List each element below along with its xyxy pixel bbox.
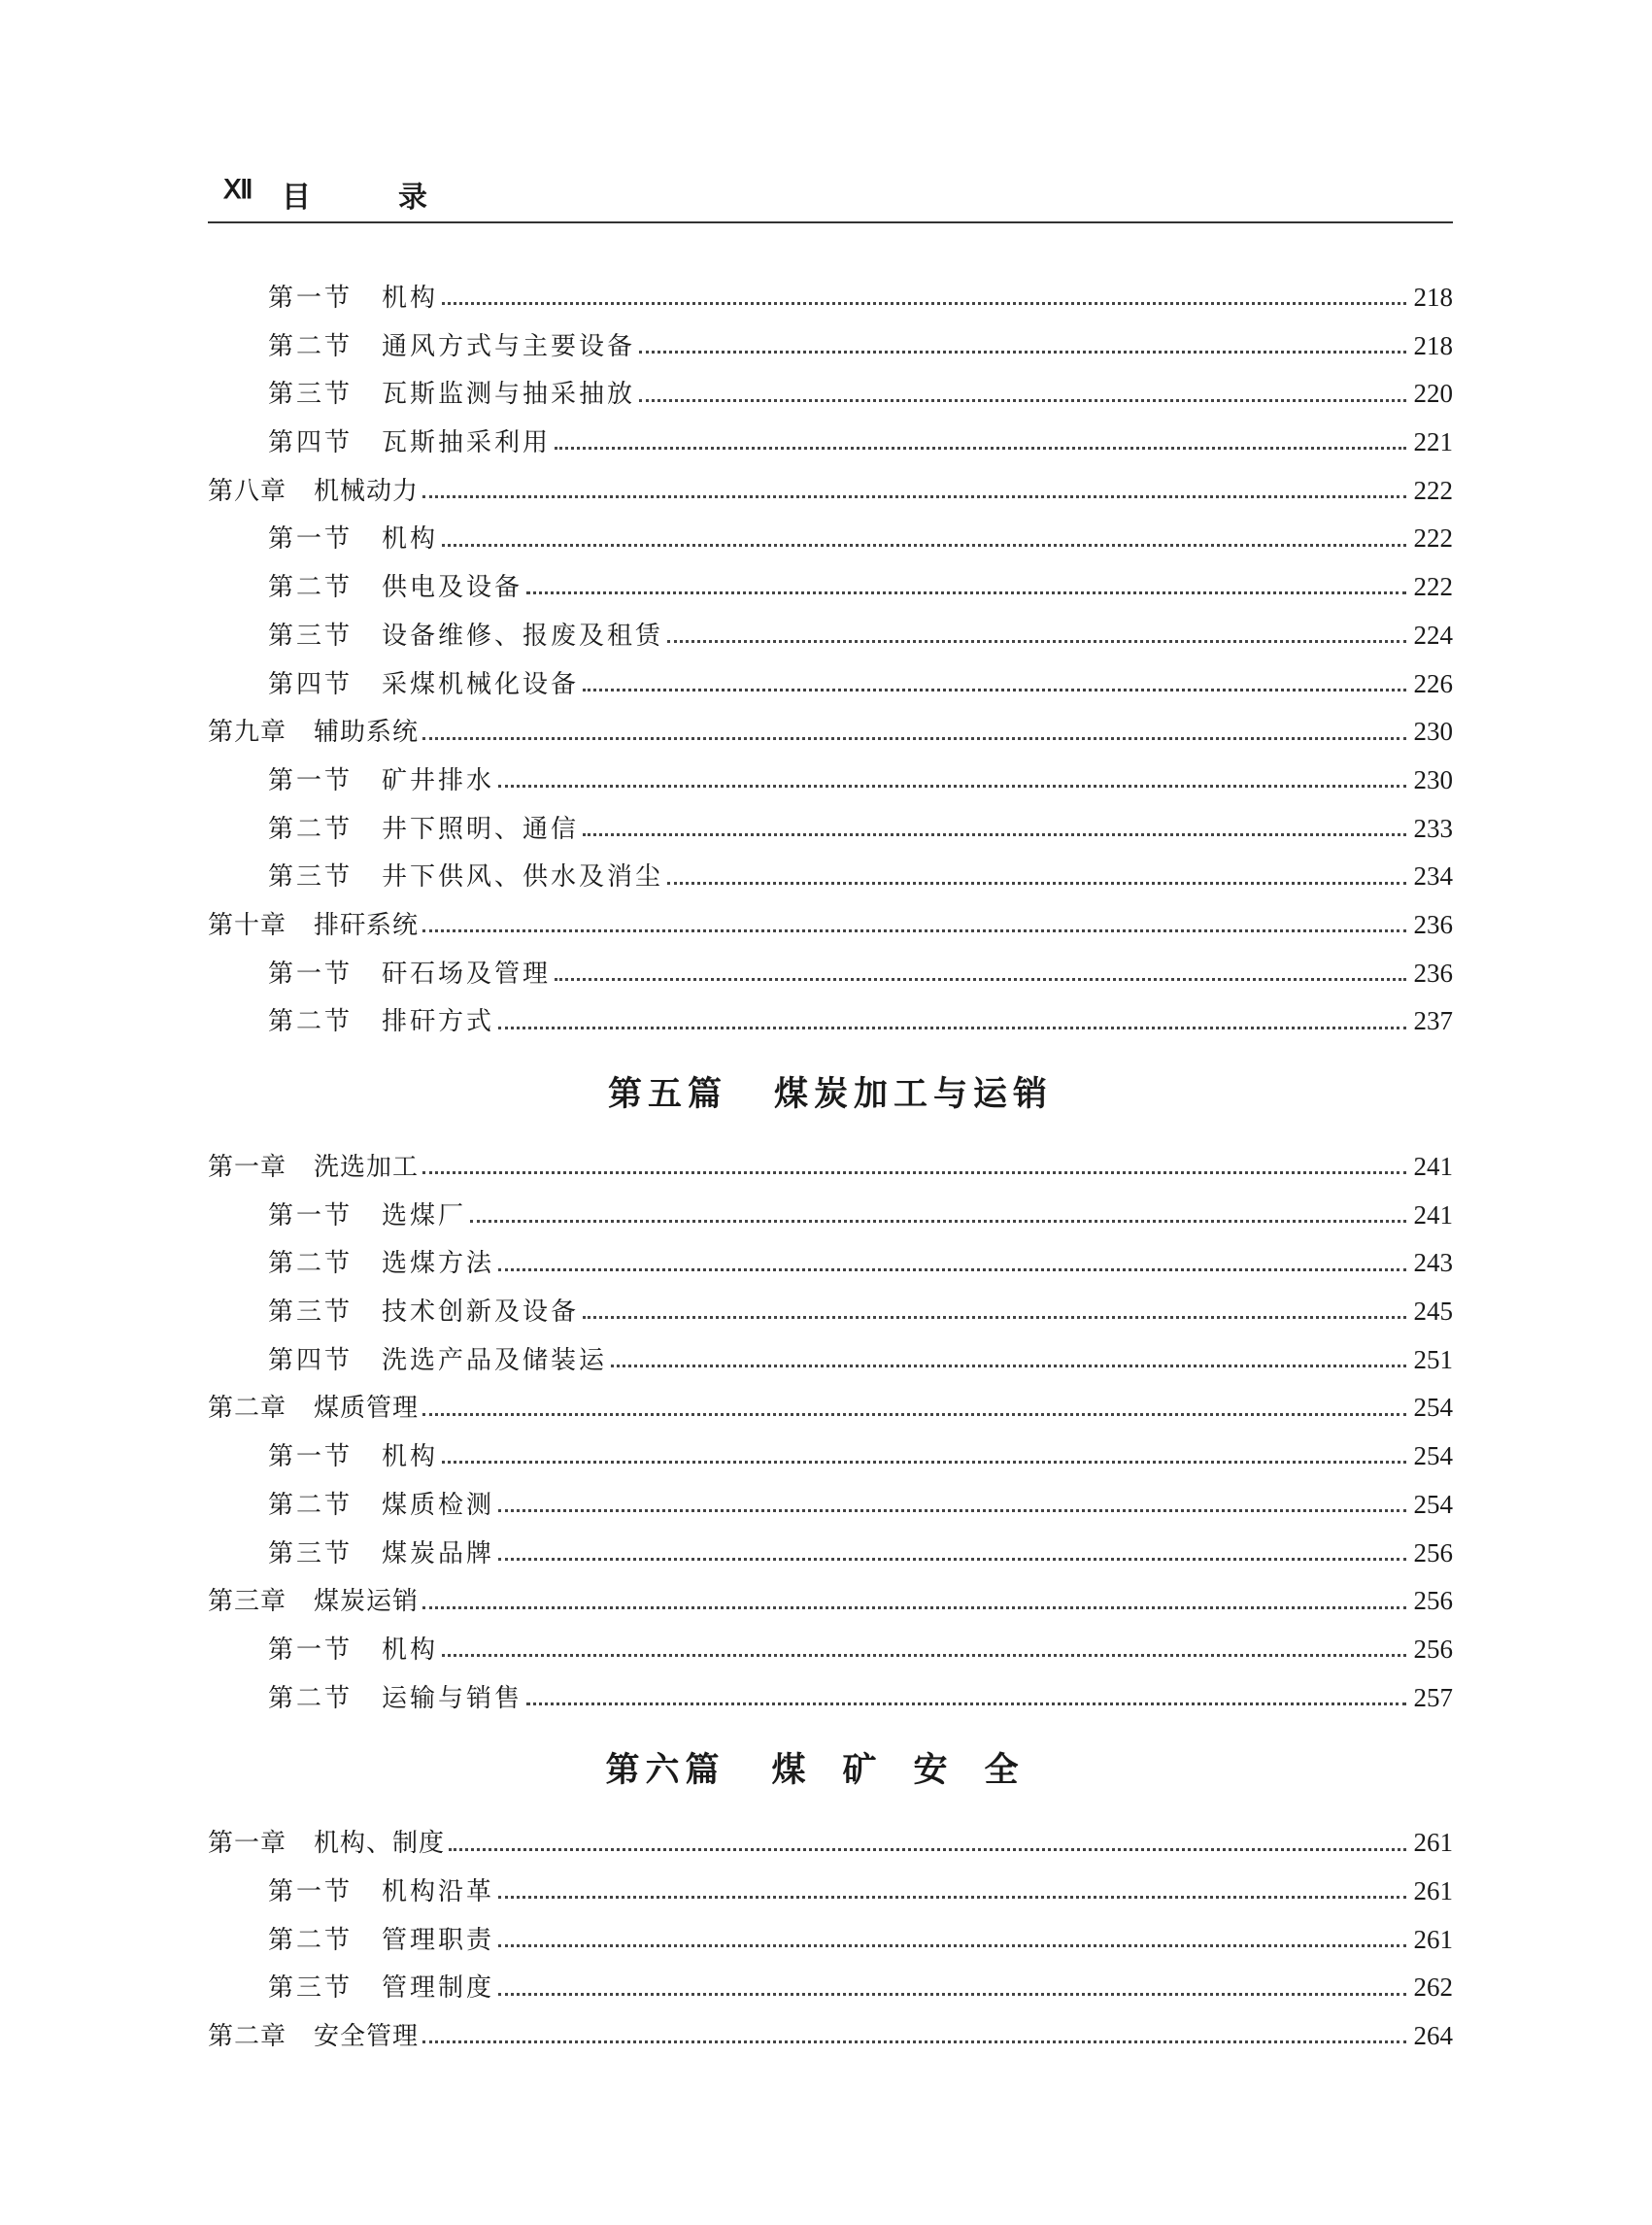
entry-title: 机构: [382, 524, 439, 555]
dot-leader: [422, 929, 1405, 932]
dot-leader: [583, 1316, 1405, 1319]
entry-page-number: 256: [1413, 1537, 1453, 1568]
dot-leader: [498, 1558, 1405, 1561]
entry-page-number: 261: [1413, 1828, 1453, 1858]
dot-leader: [442, 1461, 1405, 1464]
entry-label: 第二章: [208, 2022, 287, 2051]
entry-label: 第一节: [268, 1876, 354, 1906]
toc-chapter-entry[interactable]: [208, 1143, 1453, 1192]
entry-label: 第三节: [268, 1973, 354, 2004]
toc-section-entry[interactable]: [208, 1433, 1453, 1481]
entry-title: 机构: [382, 1442, 439, 1472]
toc-chapter-entry[interactable]: [208, 467, 1453, 516]
toc-section-entry[interactable]: [208, 612, 1453, 660]
entry-title: 矸石场及管理: [382, 959, 552, 989]
entry-page-number: 234: [1413, 861, 1453, 892]
dot-leader: [667, 640, 1405, 643]
entry-label: 第二节: [268, 573, 354, 603]
entry-title: 采煤机械化设备: [382, 669, 580, 699]
entry-label: 第三节: [268, 380, 354, 410]
toc-section-entry[interactable]: [208, 1868, 1453, 1916]
header-title-right: 录: [398, 181, 427, 215]
entry-title: 洗选产品及储装运: [382, 1345, 608, 1375]
entry-page-number: 254: [1413, 1441, 1453, 1471]
entry-label: 第二节: [268, 814, 354, 844]
entry-page-number: 220: [1413, 379, 1453, 409]
entry-page-number: 226: [1413, 668, 1453, 698]
toc-section-entry[interactable]: [208, 1481, 1453, 1530]
entry-title: 排矸系统: [314, 910, 420, 940]
toc-section-entry[interactable]: [208, 757, 1453, 805]
entry-label: 第三节: [268, 621, 354, 651]
entry-title: 安全管理: [314, 2022, 420, 2051]
entry-page-number: 236: [1413, 909, 1453, 939]
entry-label: 第三节: [268, 1298, 354, 1328]
toc-section-entry[interactable]: [208, 322, 1453, 371]
entry-title: 洗选加工: [314, 1153, 420, 1182]
entry-title: 通风方式与主要设备: [382, 331, 636, 361]
entry-page-number: 264: [1413, 2021, 1453, 2050]
toc-section-entry[interactable]: [208, 1192, 1453, 1240]
entry-page-number: 218: [1413, 283, 1453, 312]
entry-title: 选煤厂: [382, 1200, 467, 1230]
toc-chapter-entry[interactable]: [208, 708, 1453, 757]
toc-chapter-entry[interactable]: [208, 1819, 1453, 1868]
entry-label: 第一节: [268, 959, 354, 989]
entry-title: 运输与销售: [382, 1683, 523, 1713]
toc-section-entry[interactable]: [208, 1916, 1453, 1965]
toc-section-entry[interactable]: [208, 1964, 1453, 2012]
entry-title: 煤炭品牌: [382, 1538, 495, 1568]
entry-title: 排矸方式: [382, 1007, 495, 1037]
part-heading: [208, 1046, 1453, 1143]
entry-label: 第二节: [268, 1490, 354, 1520]
entry-page-number: 237: [1413, 1006, 1453, 1036]
dot-leader: [449, 1848, 1405, 1851]
entry-label: 第八章: [208, 476, 287, 506]
entry-label: 第二节: [268, 1925, 354, 1955]
entry-title: 选煤方法: [382, 1249, 495, 1279]
toc-chapter-entry[interactable]: [208, 1577, 1453, 1626]
entry-label: 第三章: [208, 1587, 287, 1617]
dot-leader: [526, 591, 1405, 594]
entry-label: 第一章: [208, 1153, 287, 1182]
entry-label: 第四节: [268, 428, 354, 458]
entry-page-number: 222: [1413, 475, 1453, 505]
part-title: 煤炭加工与运销: [774, 1074, 1054, 1114]
toc-section-entry[interactable]: [208, 419, 1453, 467]
entry-label: 第四节: [268, 669, 354, 699]
dot-leader: [442, 302, 1405, 305]
entry-label: 第二节: [268, 1683, 354, 1713]
entry-page-number: 224: [1413, 620, 1453, 650]
toc-chapter-entry[interactable]: [208, 2012, 1453, 2061]
entry-label: 第二章: [208, 1394, 287, 1424]
dot-leader: [498, 1268, 1405, 1271]
toc-section-entry[interactable]: [208, 515, 1453, 563]
entry-title: 管理职责: [382, 1925, 495, 1955]
entry-page-number: 233: [1413, 813, 1453, 843]
toc-section-entry[interactable]: [208, 950, 1453, 998]
entry-title: 辅助系统: [314, 718, 420, 748]
toc-section-entry[interactable]: [208, 1288, 1453, 1336]
entry-title: 机构: [382, 1635, 439, 1665]
toc-section-entry[interactable]: [208, 274, 1453, 322]
dot-leader: [442, 1654, 1405, 1657]
entry-page-number: 254: [1413, 1393, 1453, 1423]
dot-leader: [498, 785, 1405, 788]
entry-label: 第三节: [268, 1538, 354, 1568]
entry-page-number: 261: [1413, 1875, 1453, 1905]
entry-title: 机械动力: [314, 476, 420, 506]
entry-title: 机构: [382, 284, 439, 313]
entry-label: 第一节: [268, 1200, 354, 1230]
entry-title: 井下供风、供水及消尘: [382, 862, 664, 893]
dot-leader: [498, 1509, 1405, 1512]
entry-title: 瓦斯抽采利用: [382, 428, 552, 458]
entry-page-number: 236: [1413, 958, 1453, 988]
entry-page-number: 241: [1413, 1199, 1453, 1230]
entry-page-number: 230: [1413, 764, 1453, 794]
part-label: 第五篇: [607, 1074, 727, 1114]
entry-label: 第二节: [268, 331, 354, 361]
entry-label: 第九章: [208, 718, 287, 748]
toc-section-entry[interactable]: [208, 1336, 1453, 1385]
dot-leader: [470, 1220, 1405, 1223]
dot-leader: [498, 1027, 1405, 1029]
entry-title: 煤炭运销: [314, 1587, 420, 1617]
dot-leader: [555, 978, 1405, 981]
dot-leader: [422, 495, 1405, 498]
entry-page-number: 254: [1413, 1489, 1453, 1519]
entry-label: 第四节: [268, 1345, 354, 1375]
page-header: [208, 173, 1453, 223]
entry-page-number: 257: [1413, 1682, 1453, 1712]
dot-leader: [422, 1413, 1405, 1416]
dot-leader: [422, 737, 1405, 740]
entry-label: 第一节: [268, 1635, 354, 1665]
entry-page-number: 218: [1413, 330, 1453, 360]
entry-page-number: 251: [1413, 1344, 1453, 1374]
page-number: Ⅻ: [223, 175, 253, 204]
dot-leader: [611, 1365, 1405, 1367]
entry-label: 第一节: [268, 284, 354, 313]
entry-page-number: 222: [1413, 523, 1453, 554]
toc-section-entry[interactable]: [208, 563, 1453, 612]
entry-title: 管理制度: [382, 1973, 495, 2004]
entry-label: 第三节: [268, 862, 354, 893]
entry-page-number: 261: [1413, 1924, 1453, 1954]
toc-section-entry[interactable]: [208, 853, 1453, 901]
toc-section-entry[interactable]: [208, 997, 1453, 1046]
entry-title: 煤质管理: [314, 1394, 420, 1424]
entry-page-number: 256: [1413, 1586, 1453, 1616]
dot-leader: [422, 1606, 1405, 1609]
entry-page-number: 221: [1413, 427, 1453, 457]
entry-title: 煤质检测: [382, 1490, 495, 1520]
entry-page-number: 256: [1413, 1634, 1453, 1664]
entry-page-number: 243: [1413, 1248, 1453, 1278]
entry-title: 供电及设备: [382, 573, 523, 603]
toc-section-entry[interactable]: [208, 1530, 1453, 1578]
toc-section-entry[interactable]: [208, 1674, 1453, 1723]
entry-label: 第一节: [268, 524, 354, 555]
entry-page-number: 230: [1413, 717, 1453, 747]
dot-leader: [667, 882, 1405, 885]
dot-leader: [555, 447, 1405, 450]
toc-chapter-entry[interactable]: [208, 901, 1453, 950]
toc-section-entry[interactable]: [208, 805, 1453, 854]
dot-leader: [526, 1702, 1405, 1705]
entry-title: 井下照明、通信: [382, 814, 580, 844]
entry-page-number: 262: [1413, 1972, 1453, 2003]
dot-leader: [639, 351, 1405, 354]
entry-title: 瓦斯监测与抽采抽放: [382, 380, 636, 410]
part-title: 煤矿安全: [771, 1750, 1056, 1791]
dot-leader: [498, 1896, 1405, 1899]
dot-leader: [583, 689, 1405, 691]
entry-title: 矿井排水: [382, 765, 495, 795]
dot-leader: [422, 2040, 1405, 2043]
table-of-contents: [208, 274, 1453, 2061]
dot-leader: [639, 399, 1405, 402]
entry-label: 第一节: [268, 1442, 354, 1472]
toc-section-entry[interactable]: [208, 660, 1453, 709]
toc-section-entry[interactable]: [208, 1239, 1453, 1288]
entry-page-number: 245: [1413, 1297, 1453, 1327]
entry-page-number: 222: [1413, 572, 1453, 602]
entry-title: 设备维修、报废及租赁: [382, 621, 664, 651]
entry-label: 第一节: [268, 765, 354, 795]
entry-page-number: 241: [1413, 1152, 1453, 1181]
dot-leader: [498, 1944, 1405, 1947]
toc-section-entry[interactable]: [208, 370, 1453, 419]
entry-label: 第十章: [208, 910, 287, 940]
dot-leader: [422, 1171, 1405, 1174]
toc-chapter-entry[interactable]: [208, 1384, 1453, 1433]
entry-label: 第二节: [268, 1007, 354, 1037]
dot-leader: [498, 1993, 1405, 1996]
entry-title: 机构、制度: [314, 1829, 446, 1859]
entry-title: 机构沿革: [382, 1876, 495, 1906]
toc-section-entry[interactable]: [208, 1626, 1453, 1674]
part-label: 第六篇: [605, 1750, 725, 1791]
entry-label: 第二节: [268, 1249, 354, 1279]
dot-leader: [442, 544, 1405, 547]
entry-title: 技术创新及设备: [382, 1298, 580, 1328]
header-title-left: 目: [282, 181, 311, 215]
entry-label: 第一章: [208, 1829, 287, 1859]
part-heading: [208, 1722, 1453, 1819]
dot-leader: [583, 833, 1405, 836]
